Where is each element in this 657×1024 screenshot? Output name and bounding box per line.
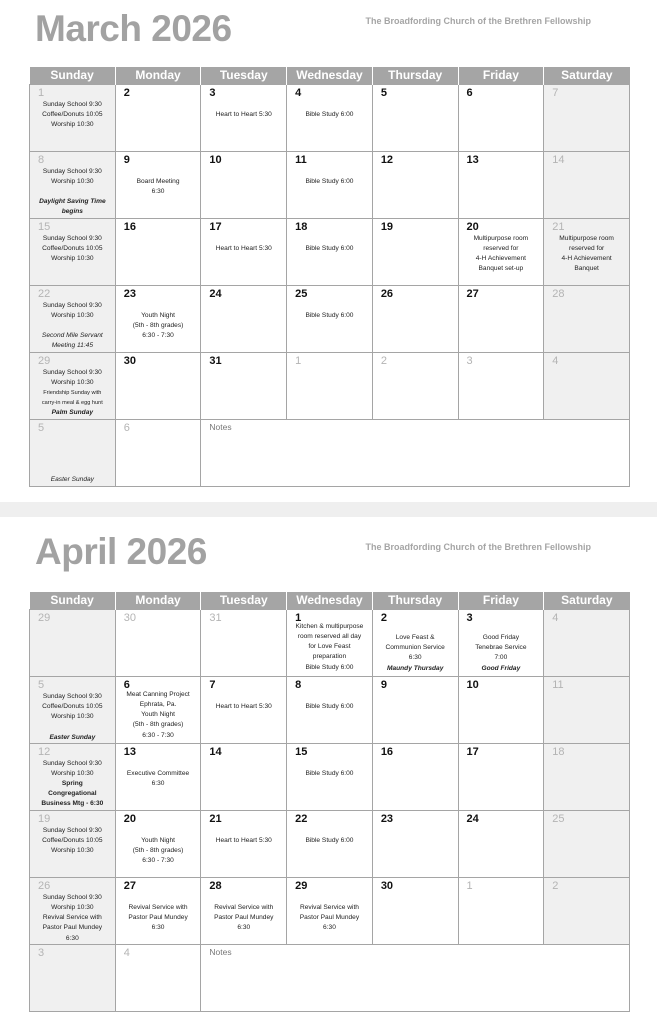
day-number: 17 bbox=[209, 220, 222, 233]
day-cell-apr-1 bbox=[287, 609, 373, 676]
day-cell-mar-23 bbox=[115, 285, 201, 352]
day-cell-mar-2 bbox=[115, 84, 201, 151]
notes-label: Notes bbox=[209, 946, 232, 957]
weekday-monday: Monday bbox=[115, 592, 201, 609]
day-number: 26 bbox=[38, 879, 51, 892]
day-cell-mar-31 bbox=[201, 352, 287, 419]
day-cell-mar-17 bbox=[201, 218, 287, 285]
day-events: Bible Study 6:00 bbox=[305, 769, 354, 777]
week-row bbox=[30, 218, 630, 285]
day-number: 23 bbox=[123, 287, 136, 300]
day-number: 2 bbox=[552, 879, 559, 892]
weekday-thursday: Thursday bbox=[372, 67, 458, 84]
day-number: 12 bbox=[380, 153, 394, 166]
day-number: 15 bbox=[295, 745, 308, 758]
calendar-grid bbox=[29, 67, 630, 487]
day-cell-mar-8 bbox=[30, 151, 116, 218]
day-number: 7 bbox=[552, 86, 559, 99]
day-cell-mar-30 bbox=[115, 352, 201, 419]
day-events: Bible Study 6:00 bbox=[305, 836, 354, 844]
day-note: Second Mile Servant Meeting 11:45 bbox=[41, 331, 103, 349]
day-number: 30 bbox=[123, 354, 136, 367]
day-events: Heart to Heart 5:30 bbox=[215, 836, 272, 844]
day-cell-next-3 bbox=[458, 352, 544, 419]
day-cell-apr-18 bbox=[544, 743, 630, 810]
day-cell-mar-4 bbox=[287, 84, 373, 151]
day-number: 28 bbox=[552, 287, 565, 300]
day-note: Daylight Saving Time begins bbox=[39, 197, 106, 215]
day-events: Kitchen & multipurpose room reserved all day for Love Feast preparation Bible Study 6:00 bbox=[295, 622, 364, 671]
day-number: 8 bbox=[38, 153, 45, 166]
month-title: April 2026 bbox=[35, 531, 207, 572]
day-number: 8 bbox=[295, 678, 302, 691]
day-number: 29 bbox=[295, 879, 308, 892]
day-events: Multipurpose room reserved for 4-H Achievement Banquet bbox=[559, 234, 614, 273]
day-number: 14 bbox=[552, 153, 565, 166]
day-events: Board Meeting 6:30 bbox=[136, 177, 180, 195]
day-cell-apr-5 bbox=[30, 676, 116, 743]
day-number: 2 bbox=[123, 86, 130, 99]
weekday-thursday: Thursday bbox=[372, 592, 458, 609]
day-cell-mar-16 bbox=[115, 218, 201, 285]
day-number: 30 bbox=[123, 611, 136, 624]
day-events: Sunday School 9:30 Coffee/Donuts 10:05 Worship 10:30 bbox=[42, 826, 103, 855]
day-cell-apr-13 bbox=[115, 743, 201, 810]
day-cell-next-4 bbox=[544, 352, 630, 419]
day-number: 18 bbox=[552, 745, 565, 758]
day-events: Sunday School 9:30 Worship 10:30 bbox=[42, 167, 102, 185]
day-number: 31 bbox=[209, 611, 222, 624]
day-events: Sunday School 9:30 Worship 10:30 bbox=[42, 759, 102, 777]
day-cell-mar-9 bbox=[115, 151, 201, 218]
church-name: The Broadfording Church of the Brethren Fellowship bbox=[365, 16, 591, 26]
day-cell-apr-26 bbox=[30, 877, 116, 944]
day-cell-mar-7 bbox=[544, 84, 630, 151]
notes-area bbox=[201, 944, 630, 1011]
weekday-wednesday: Wednesday bbox=[287, 592, 373, 609]
day-cell-apr-25 bbox=[544, 810, 630, 877]
day-cell-prev-31 bbox=[201, 609, 287, 676]
day-number: 6 bbox=[123, 421, 130, 434]
day-number: 5 bbox=[380, 86, 387, 99]
day-cell-mar-22 bbox=[30, 285, 116, 352]
day-cell-apr-21 bbox=[201, 810, 287, 877]
day-number: 20 bbox=[466, 220, 479, 233]
day-number: 22 bbox=[38, 287, 51, 300]
week-row bbox=[30, 810, 630, 877]
weekday-tuesday: Tuesday bbox=[201, 592, 287, 609]
day-cell-mar-13 bbox=[458, 151, 544, 218]
day-number: 11 bbox=[552, 678, 564, 691]
week-row bbox=[30, 609, 630, 676]
day-number: 16 bbox=[123, 220, 136, 233]
weekday-header-row bbox=[30, 592, 630, 609]
day-number: 14 bbox=[209, 745, 222, 758]
day-number: 27 bbox=[466, 287, 479, 300]
day-number: 9 bbox=[123, 153, 130, 166]
day-number: 11 bbox=[295, 153, 307, 166]
day-number: 2 bbox=[380, 611, 387, 624]
day-events: Executive Committee 6:30 bbox=[126, 769, 190, 787]
day-cell-apr-3 bbox=[458, 609, 544, 676]
day-cell-mar-20 bbox=[458, 218, 544, 285]
weekday-tuesday: Tuesday bbox=[201, 67, 287, 84]
day-cell-apr-2 bbox=[372, 609, 458, 676]
day-cell-apr-23 bbox=[372, 810, 458, 877]
month-title: March 2026 bbox=[35, 8, 232, 49]
day-events: Revival Service with Pastor Paul Mundey 6:30 bbox=[299, 903, 360, 932]
day-number: 1 bbox=[295, 354, 302, 367]
day-events: Youth Night (5th - 8th grades) 6:30 - 7:30 bbox=[132, 836, 184, 865]
day-cell-apr-27 bbox=[115, 877, 201, 944]
day-cell-apr-9 bbox=[372, 676, 458, 743]
day-cell-mar-27 bbox=[458, 285, 544, 352]
weekday-header-row bbox=[30, 67, 630, 84]
day-number: 13 bbox=[466, 153, 479, 166]
day-note: Maundy Thursday bbox=[386, 664, 444, 672]
day-cell-apr-10 bbox=[458, 676, 544, 743]
day-cell-mar-6 bbox=[458, 84, 544, 151]
april-calendar-page bbox=[0, 517, 657, 1024]
day-number: 25 bbox=[295, 287, 308, 300]
day-number: 23 bbox=[380, 812, 394, 825]
day-cell-next-2 bbox=[544, 877, 630, 944]
day-number: 10 bbox=[209, 153, 222, 166]
day-cell-apr-19 bbox=[30, 810, 116, 877]
day-number: 4 bbox=[295, 86, 302, 99]
day-number: 10 bbox=[466, 678, 479, 691]
weekday-friday: Friday bbox=[458, 592, 544, 609]
day-cell-apr-11 bbox=[544, 676, 630, 743]
day-number: 18 bbox=[295, 220, 308, 233]
week-row bbox=[30, 877, 630, 944]
day-cell-apr-30 bbox=[372, 877, 458, 944]
day-cell-mar-29 bbox=[30, 352, 116, 419]
day-events: Bible Study 6:00 bbox=[305, 177, 354, 185]
day-number: 3 bbox=[209, 86, 216, 99]
day-number: 29 bbox=[38, 611, 51, 624]
day-cell-next-5 bbox=[30, 419, 116, 486]
day-cell-prev-30 bbox=[115, 609, 201, 676]
day-events: Bible Study 6:00 bbox=[305, 110, 354, 118]
day-cell-apr-15 bbox=[287, 743, 373, 810]
day-cell-apr-14 bbox=[201, 743, 287, 810]
day-cell-mar-19 bbox=[372, 218, 458, 285]
day-events: Sunday School 9:30 Coffee/Donuts 10:05 Worship 10:30 bbox=[42, 692, 103, 721]
weekday-sunday: Sunday bbox=[30, 592, 116, 609]
day-number: 6 bbox=[123, 678, 130, 691]
day-number: 16 bbox=[380, 745, 394, 758]
day-cell-mar-18 bbox=[287, 218, 373, 285]
day-events: Love Feast & Communion Service 6:30 bbox=[385, 633, 445, 662]
day-cell-mar-11 bbox=[287, 151, 373, 218]
day-number: 19 bbox=[380, 220, 394, 233]
day-number: 7 bbox=[209, 678, 216, 691]
day-cell-mar-25 bbox=[287, 285, 373, 352]
week-row bbox=[30, 419, 630, 486]
day-number: 29 bbox=[38, 354, 51, 367]
day-cell-mar-10 bbox=[201, 151, 287, 218]
day-cell-mar-28 bbox=[544, 285, 630, 352]
week-row bbox=[30, 151, 630, 218]
weekday-saturday: Saturday bbox=[544, 592, 630, 609]
day-cell-next-1 bbox=[458, 877, 544, 944]
day-cell-apr-20 bbox=[115, 810, 201, 877]
day-number: 4 bbox=[123, 946, 130, 959]
day-events: Sunday School 9:30 Coffee/Donuts 10:05 Worship 10:30 bbox=[42, 100, 103, 129]
day-cell-apr-12 bbox=[30, 743, 116, 810]
day-events-detail: Friendship Sunday with carry-in meal & egg hunt bbox=[41, 389, 103, 406]
day-number: 15 bbox=[38, 220, 51, 233]
day-number: 22 bbox=[295, 812, 308, 825]
day-cell-next-1 bbox=[287, 352, 373, 419]
day-cell-apr-16 bbox=[372, 743, 458, 810]
week-row bbox=[30, 743, 630, 810]
day-number: 13 bbox=[123, 745, 136, 758]
day-cell-next-3 bbox=[30, 944, 116, 1011]
week-row bbox=[30, 352, 630, 419]
weekday-wednesday: Wednesday bbox=[287, 67, 373, 84]
day-number: 2 bbox=[380, 354, 387, 367]
day-cell-apr-22 bbox=[287, 810, 373, 877]
day-events: Bible Study 6:00 bbox=[305, 244, 354, 252]
day-cell-apr-8 bbox=[287, 676, 373, 743]
day-cell-next-4 bbox=[115, 944, 201, 1011]
day-number: 21 bbox=[552, 220, 565, 233]
day-cell-prev-29 bbox=[30, 609, 116, 676]
day-number: 28 bbox=[209, 879, 222, 892]
day-cell-apr-17 bbox=[458, 743, 544, 810]
day-events: Good Friday Tenebrae Service 7:00 bbox=[475, 633, 527, 662]
day-number: 9 bbox=[380, 678, 387, 691]
day-cell-apr-6 bbox=[115, 676, 201, 743]
week-row bbox=[30, 84, 630, 151]
day-cell-apr-4 bbox=[544, 609, 630, 676]
day-events: Sunday School 9:30 Worship 10:30 Revival Service with Pastor Paul Mundey 6:30 bbox=[42, 893, 103, 942]
weekday-saturday: Saturday bbox=[544, 67, 630, 84]
day-number: 4 bbox=[552, 354, 559, 367]
day-cell-mar-24 bbox=[201, 285, 287, 352]
day-number: 5 bbox=[38, 678, 45, 691]
day-number: 26 bbox=[380, 287, 394, 300]
day-events: Sunday School 9:30 Worship 10:30 bbox=[42, 301, 102, 319]
day-number: 24 bbox=[466, 812, 479, 825]
day-cell-mar-15 bbox=[30, 218, 116, 285]
day-cell-apr-28 bbox=[201, 877, 287, 944]
day-events: Sunday School 9:30 Worship 10:30 bbox=[42, 368, 102, 386]
day-events: Bible Study 6:00 bbox=[305, 311, 354, 319]
weekday-sunday: Sunday bbox=[30, 67, 116, 84]
day-cell-mar-5 bbox=[372, 84, 458, 151]
day-number: 4 bbox=[552, 611, 559, 624]
week-row bbox=[30, 676, 630, 743]
day-cell-mar-21 bbox=[544, 218, 630, 285]
day-cell-mar-3 bbox=[201, 84, 287, 151]
day-number: 1 bbox=[466, 879, 473, 892]
day-note: Spring Congregational Business Mtg - 6:30 bbox=[41, 779, 104, 808]
day-number: 12 bbox=[38, 745, 51, 758]
day-number: 6 bbox=[466, 86, 473, 99]
day-events: Heart to Heart 5:30 bbox=[215, 110, 272, 118]
day-events: Revival Service with Pastor Paul Mundey 6:30 bbox=[214, 903, 274, 932]
day-events: Heart to Heart 5:30 bbox=[215, 244, 272, 252]
church-name: The Broadfording Church of the Brethren Fellowship bbox=[365, 542, 591, 552]
calendar-grid bbox=[29, 592, 630, 1012]
day-number: 1 bbox=[295, 611, 302, 624]
day-cell-mar-14 bbox=[544, 151, 630, 218]
day-number: 30 bbox=[380, 879, 394, 892]
day-number: 21 bbox=[209, 812, 222, 825]
day-number: 20 bbox=[123, 812, 136, 825]
day-events: Multipurpose room reserved for 4-H Achievement Banquet set-up bbox=[473, 234, 529, 273]
day-number: 24 bbox=[209, 287, 222, 300]
week-row bbox=[30, 944, 630, 1011]
day-note: Easter Sunday bbox=[50, 475, 94, 483]
day-number: 3 bbox=[466, 354, 473, 367]
day-number: 5 bbox=[38, 421, 45, 434]
notes-label: Notes bbox=[209, 421, 232, 432]
day-note: Good Friday bbox=[481, 664, 521, 672]
weekday-friday: Friday bbox=[458, 67, 544, 84]
day-number: 31 bbox=[209, 354, 222, 367]
day-cell-apr-24 bbox=[458, 810, 544, 877]
day-events: Bible Study 6:00 bbox=[305, 702, 354, 710]
day-events: Sunday School 9:30 Coffee/Donuts 10:05 Worship 10:30 bbox=[42, 234, 103, 263]
day-number: 27 bbox=[123, 879, 136, 892]
day-cell-mar-26 bbox=[372, 285, 458, 352]
day-number: 3 bbox=[38, 946, 45, 959]
day-events: Youth Night (5th - 8th grades) 6:30 - 7:30 bbox=[132, 311, 184, 340]
day-number: 17 bbox=[466, 745, 479, 758]
day-cell-mar-1 bbox=[30, 84, 116, 151]
week-row bbox=[30, 285, 630, 352]
day-number: 1 bbox=[38, 86, 45, 99]
day-cell-next-6 bbox=[115, 419, 201, 486]
weekday-monday: Monday bbox=[115, 67, 201, 84]
day-events: Revival Service with Pastor Paul Mundey 6:30 bbox=[128, 903, 188, 932]
day-cell-apr-29 bbox=[287, 877, 373, 944]
day-cell-next-2 bbox=[372, 352, 458, 419]
day-number: 19 bbox=[38, 812, 51, 825]
notes-area bbox=[201, 419, 630, 486]
day-note: Palm Sunday bbox=[51, 408, 94, 416]
day-number: 25 bbox=[552, 812, 565, 825]
march-calendar-page bbox=[0, 0, 657, 502]
day-cell-mar-12 bbox=[372, 151, 458, 218]
day-number: 3 bbox=[466, 611, 473, 624]
day-cell-apr-7 bbox=[201, 676, 287, 743]
day-note: Easter Sunday bbox=[49, 733, 96, 741]
day-events: Heart to Heart 5:30 bbox=[215, 702, 272, 710]
day-events: Meat Canning Project Ephrata, Pa. Youth Night (5th - 8th grades) 6:30 - 7:30 bbox=[126, 690, 190, 739]
